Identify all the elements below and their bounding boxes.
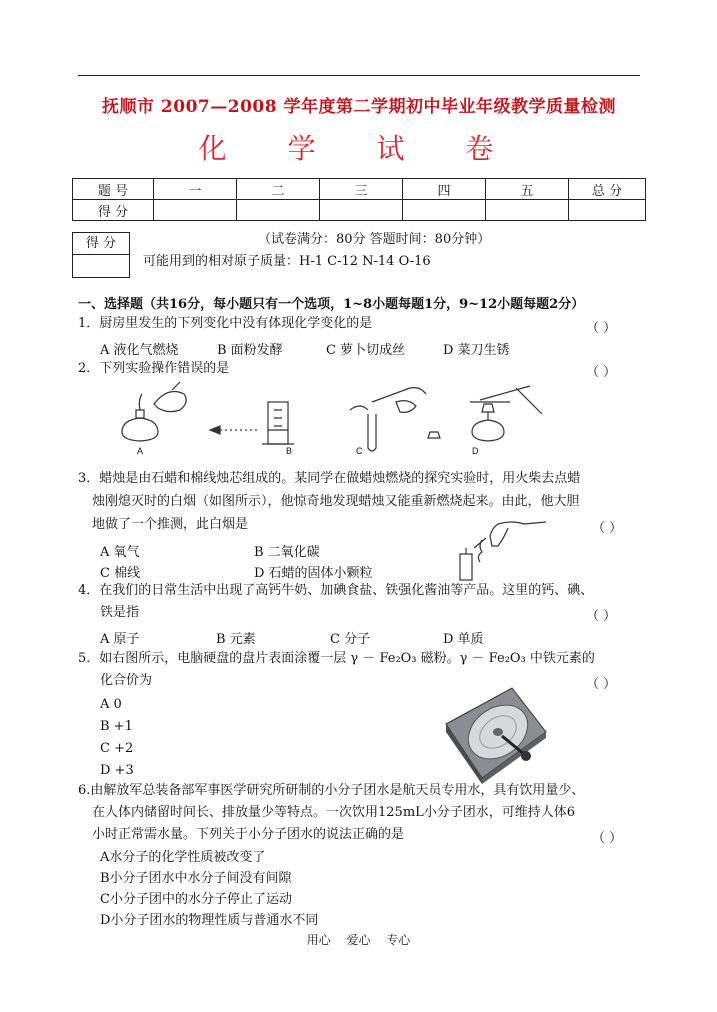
- page-footer: 用心 爱心 专心: [306, 933, 411, 947]
- question-1-option-c: C 萝卜切成丝: [326, 343, 406, 358]
- question-3-option-c: C 棉线: [100, 566, 141, 581]
- answer-bracket[interactable]: （ ）: [586, 677, 617, 692]
- question-4-option-b: B 元素: [216, 632, 256, 647]
- question-5-option-a: A 0: [100, 697, 122, 712]
- question-6-option-c: C小分子团中的水分子停止了运动: [100, 892, 292, 907]
- question-6-option-a: A水分子的化学性质被改变了: [100, 850, 266, 865]
- answer-bracket[interactable]: （ ）: [592, 521, 623, 536]
- exam-title: 抚顺市 2007—2008 学年度第二学期初中毕业年级教学质量检测: [102, 97, 616, 117]
- question-6-option-d: D小分子团水的物理性质与普通水不同: [100, 913, 319, 928]
- atomic-masses: 可能用到的相对原子质量：H-1 C-12 N-14 O-16: [143, 254, 431, 269]
- figure-a-alcohol-lamp-icon: [122, 382, 186, 441]
- score-cell: 四: [403, 179, 486, 200]
- score-input-cell[interactable]: [154, 200, 237, 221]
- question-4-option-a: A 原子: [100, 632, 140, 647]
- figure-c-pouring-icon: [350, 388, 440, 451]
- figure-label-d: D: [472, 446, 479, 456]
- question-6-line-3: 小时正常需水量。下列关于小分子团水的说法正确的是: [92, 827, 405, 842]
- question-4-line-2: 铁是指: [100, 605, 140, 620]
- score-input-cell[interactable]: [237, 200, 320, 221]
- score-cell: 五: [486, 179, 569, 200]
- score-input-cell[interactable]: [320, 200, 403, 221]
- section-score-label: 得 分: [73, 233, 129, 255]
- figure-b-cylinder-reading-icon: [210, 402, 294, 444]
- question-6-line-2: 在人体内储留时间长、排放量少等特点。一次饮用125mL小分子团水，可维持人体6: [92, 805, 576, 820]
- question-5-line-1: 5．如右图所示，电脑硬盘的盘片表面涂覆一层 γ － Fe₂O₃ 磁粉。γ － Fe₂O₃ 中铁元素的: [78, 651, 595, 666]
- question-5-line-2: 化合价为: [100, 673, 153, 688]
- question-2-stem: 2．下列实验操作错误的是: [78, 361, 230, 376]
- section-score-input[interactable]: [73, 255, 129, 277]
- exam-subtitle: 化 学 试 卷: [198, 132, 520, 165]
- figure-label-c: C: [356, 446, 363, 456]
- question-6-option-b: B小分子团水中水分子间没有间隙: [100, 871, 292, 886]
- score-table-header-row: [73, 179, 646, 200]
- answer-bracket[interactable]: （ ）: [586, 321, 617, 336]
- question-5-option-c: C +2: [100, 741, 134, 756]
- hard-disk-icon: [442, 680, 548, 784]
- question-5-option-d: D +3: [100, 763, 134, 778]
- question-3-line-2: 烛刚熄灭时的白烟（如图所示），他惊奇地发现蜡烛又能重新燃烧起来。由此，他大胆: [92, 494, 580, 509]
- question-3-option-d: D 石蜡的固体小颗粒: [254, 566, 373, 581]
- header-rule: [78, 75, 640, 76]
- score-cell: 总 分: [569, 179, 646, 200]
- section-score-box: [72, 232, 130, 278]
- candle-smoke-figure: [452, 516, 548, 580]
- question-4-option-c: C 分子: [330, 632, 371, 647]
- answer-bracket[interactable]: （ ）: [586, 609, 617, 624]
- question-1-option-d: D 菜刀生锈: [443, 343, 510, 358]
- answer-bracket[interactable]: （ ）: [586, 365, 617, 380]
- question-4-option-d: D 单质: [443, 632, 484, 647]
- question-1-option-b: B 面粉发酵: [217, 343, 283, 358]
- figure-label-a: A: [137, 446, 144, 456]
- score-cell: 二: [237, 179, 320, 200]
- score-input-cell[interactable]: [569, 200, 646, 221]
- question-3-option-b: B 二氧化碳: [254, 545, 320, 560]
- question-3-line-1: 3．蜡烛是由石蜡和棉线烛芯组成的。某同学在做蜡烛燃烧的探究实验时，用火柴去点蜡: [78, 471, 581, 486]
- lab-operations-figure: [110, 380, 550, 458]
- answer-bracket[interactable]: （ ）: [592, 831, 623, 846]
- figure-label-b: B: [286, 446, 293, 456]
- section-heading: 一、选择题（共16分，每小题只有一个选项，1~8小题每题1分，9~12小题每题2分）: [78, 297, 585, 312]
- score-cell: 题 号: [73, 179, 154, 200]
- score-table-score-row: [73, 200, 646, 221]
- question-4-line-1: 4．在我们的日常生活中出现了高钙牛奶、加碘食盐、铁强化酱油等产品。这里的钙、碘、: [78, 583, 594, 598]
- score-cell: 三: [320, 179, 403, 200]
- question-5-option-b: B +1: [100, 719, 133, 734]
- score-table: [72, 178, 646, 221]
- exam-info: （试卷满分：80分 答题时间：80分钟）: [258, 232, 491, 247]
- score-input-cell[interactable]: [403, 200, 486, 221]
- score-cell: 得 分: [73, 200, 154, 221]
- question-3-line-3: 地做了一个推测，此白烟是: [92, 517, 249, 532]
- score-cell: 一: [154, 179, 237, 200]
- figure-d-heating-icon: [470, 386, 542, 441]
- question-1-stem: 1．厨房里发生的下列变化中没有体现化学变化的是: [78, 316, 373, 331]
- question-3-option-a: A 氧气: [100, 545, 140, 560]
- question-6-line-1: 6.由解放军总装备部军事医学研究所研制的小分子团水是航天员专用水，具有饮用量少、: [78, 783, 585, 798]
- score-input-cell[interactable]: [486, 200, 569, 221]
- question-1-option-a: A 液化气燃烧: [100, 343, 179, 358]
